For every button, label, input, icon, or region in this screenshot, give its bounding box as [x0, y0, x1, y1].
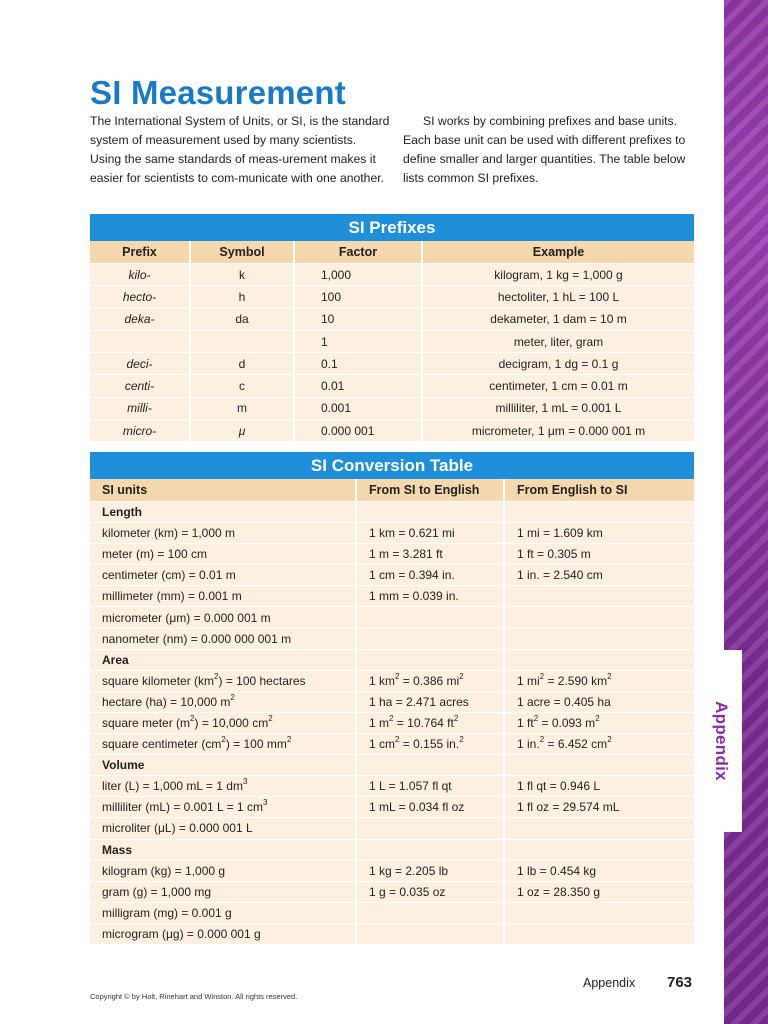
example-cell: dekameter, 1 dam = 10 m	[422, 308, 694, 330]
prefix-cell: hecto-	[90, 286, 190, 308]
english-to-si-cell	[504, 923, 694, 944]
category-row	[90, 649, 694, 670]
factor-cell: 0.1	[294, 353, 422, 375]
appendix-tab-label-wrap	[700, 650, 742, 832]
si-unit-cell: meter (m) = 100 cm	[90, 544, 356, 565]
page-title: SI Measurement	[90, 74, 346, 111]
prefix-row	[90, 353, 694, 375]
si-unit-cell: liter (L) = 1,000 mL = 1 $dm^3$	[90, 776, 356, 797]
conversion-row	[90, 923, 694, 944]
category-label: Area	[90, 649, 356, 670]
factor-cell: 0.01	[294, 375, 422, 397]
page-number: 763	[667, 974, 693, 991]
conversion-row	[90, 818, 694, 839]
si-to-english-cell	[356, 649, 504, 670]
si-to-english-cell: 1 g = 0.035 oz	[356, 881, 504, 902]
english-to-si-cell: 1 $mi^2 = 2.590$ $km^2$	[504, 670, 694, 691]
symbol-cell: μ	[190, 420, 294, 442]
column-header-si-units: SI units	[90, 479, 356, 502]
si-unit-cell: microgram (μg) = 0.000 001 g	[90, 923, 356, 944]
conversion-row	[90, 797, 694, 818]
prefix-cell: milli-	[90, 397, 190, 419]
si-to-english-cell: 1 $cm^2 = 0.155$ in.$^2$	[356, 734, 504, 755]
conversion-row	[90, 523, 694, 544]
category-row	[90, 502, 694, 523]
si-conversion-section	[90, 452, 694, 944]
si-unit-cell: square meter $(m^2) = 10,000$ $cm^2$	[90, 712, 356, 733]
category-row	[90, 839, 694, 860]
si-to-english-cell	[356, 839, 504, 860]
symbol-cell: h	[190, 286, 294, 308]
intro-paragraph-right: SI works by combining prefixes and base units. Each base unit can be used with different prefixes to define smaller and larger quantities. The table below lists common SI prefixes.	[403, 114, 686, 185]
prefix-cell	[90, 330, 190, 352]
si-prefixes-title: SI Prefixes	[90, 214, 694, 241]
si-to-english-cell	[356, 628, 504, 649]
english-to-si-cell	[504, 902, 694, 923]
conversion-row	[90, 881, 694, 902]
conversion-row	[90, 670, 694, 691]
column-header-si-to-english: From SI to English	[356, 479, 504, 502]
prefix-cell: kilo-	[90, 264, 190, 286]
si-conversion-title: SI Conversion Table	[90, 452, 694, 479]
conversion-row	[90, 860, 694, 881]
symbol-cell: k	[190, 264, 294, 286]
example-cell: decigram, 1 dg = 0.1 g	[422, 353, 694, 375]
symbol-cell: d	[190, 353, 294, 375]
english-to-si-cell: 1 $ft^2 = 0.093$ $m^2$	[504, 712, 694, 733]
category-row	[90, 755, 694, 776]
si-to-english-cell: 1 $km^2 = 0.386$ $mi^2$	[356, 670, 504, 691]
si-to-english-cell	[356, 902, 504, 923]
prefix-row	[90, 330, 694, 352]
conversion-row	[90, 628, 694, 649]
si-unit-cell: nanometer (nm) = 0.000 000 001 m	[90, 628, 356, 649]
conversion-row	[90, 902, 694, 923]
category-label: Length	[90, 502, 356, 523]
english-to-si-cell	[504, 755, 694, 776]
prefix-cell: centi-	[90, 375, 190, 397]
conversion-row	[90, 607, 694, 628]
si-to-english-cell: 1 cm = 0.394 in.	[356, 565, 504, 586]
english-to-si-cell	[504, 586, 694, 607]
conversion-header-row	[90, 479, 694, 502]
prefix-row	[90, 420, 694, 442]
si-to-english-cell: 1 $m^2 = 10.764$ $ft^2$	[356, 712, 504, 733]
english-to-si-cell	[504, 818, 694, 839]
example-cell: hectoliter, 1 hL = 100 L	[422, 286, 694, 308]
category-label: Mass	[90, 839, 356, 860]
si-to-english-cell: 1 ha = 2.471 acres	[356, 691, 504, 712]
factor-cell: 100	[294, 286, 422, 308]
english-to-si-cell: 1 lb = 0.454 kg	[504, 860, 694, 881]
example-cell: centimeter, 1 cm = 0.01 m	[422, 375, 694, 397]
column-header-english-to-si: From English to SI	[504, 479, 694, 502]
prefix-cell: micro-	[90, 420, 190, 442]
factor-cell: 0.000 001	[294, 420, 422, 442]
si-prefixes-section	[90, 214, 694, 441]
english-to-si-cell	[504, 502, 694, 523]
column-header-prefix: Prefix	[90, 241, 190, 264]
english-to-si-cell: 1 mi = 1.609 km	[504, 523, 694, 544]
conversion-table-body	[90, 502, 694, 944]
si-to-english-cell: 1 mL = 0.034 fl oz	[356, 797, 504, 818]
si-to-english-cell: 1 kg = 2.205 lb	[356, 860, 504, 881]
appendix-tab-label: Appendix	[712, 701, 732, 781]
factor-cell: 1,000	[294, 264, 422, 286]
english-to-si-cell: 1 in.$^2$ = 6.452 $cm^2$	[504, 734, 694, 755]
column-header-factor: Factor	[294, 241, 422, 264]
english-to-si-cell: 1 oz = 28.350 g	[504, 881, 694, 902]
si-unit-cell: square centimeter $(cm^2) = 100$ $mm^2$	[90, 734, 356, 755]
si-unit-cell: kilometer (km) = 1,000 m	[90, 523, 356, 544]
prefix-table-body	[90, 264, 694, 442]
intro-paragraph-left: The International System of Units, or SI, is the standard system of measurement used by many scientists. Using the same standards of meas-urement makes it easier for scientists to com-municate with one another.	[90, 114, 390, 185]
prefix-row	[90, 264, 694, 286]
prefix-cell: deci-	[90, 353, 190, 375]
conversion-row	[90, 544, 694, 565]
english-to-si-cell	[504, 839, 694, 860]
prefix-row	[90, 375, 694, 397]
si-unit-cell: milliliter (mL) = 0.001 L = 1 $cm^3$	[90, 797, 356, 818]
prefix-header-row	[90, 241, 694, 264]
factor-cell: 1	[294, 330, 422, 352]
prefix-row	[90, 286, 694, 308]
si-unit-cell: gram (g) = 1,000 mg	[90, 881, 356, 902]
english-to-si-cell: 1 in. = 2.540 cm	[504, 565, 694, 586]
si-unit-cell: milligram (mg) = 0.001 g	[90, 902, 356, 923]
symbol-cell: da	[190, 308, 294, 330]
symbol-cell: m	[190, 397, 294, 419]
si-prefixes-table	[90, 241, 694, 441]
conversion-row	[90, 586, 694, 607]
prefix-row	[90, 308, 694, 330]
si-unit-cell: hectare (ha) = 10,000 $m^2$	[90, 691, 356, 712]
si-unit-cell: millimeter (mm) = 0.001 m	[90, 586, 356, 607]
si-unit-cell: kilogram (kg) = 1,000 g	[90, 860, 356, 881]
factor-cell: 0.001	[294, 397, 422, 419]
si-unit-cell: micrometer (μm) = 0.000 001 m	[90, 607, 356, 628]
si-to-english-cell: 1 mm = 0.039 in.	[356, 586, 504, 607]
si-conversion-table	[90, 479, 694, 944]
si-unit-cell: square kilometer $(km^2) = 100$ hectares	[90, 670, 356, 691]
symbol-cell: c	[190, 375, 294, 397]
example-cell: meter, liter, gram	[422, 330, 694, 352]
category-label: Volume	[90, 755, 356, 776]
conversion-row	[90, 712, 694, 733]
conversion-row	[90, 691, 694, 712]
english-to-si-cell	[504, 628, 694, 649]
si-to-english-cell: 1 km = 0.621 mi	[356, 523, 504, 544]
english-to-si-cell	[504, 649, 694, 670]
si-to-english-cell	[356, 923, 504, 944]
si-to-english-cell	[356, 818, 504, 839]
example-cell: milliliter, 1 mL = 0.001 L	[422, 397, 694, 419]
prefix-row	[90, 397, 694, 419]
english-to-si-cell: 1 fl qt = 0.946 L	[504, 776, 694, 797]
english-to-si-cell: 1 acre = 0.405 ha	[504, 691, 694, 712]
si-to-english-cell	[356, 502, 504, 523]
si-unit-cell: microliter (μL) = 0.000 001 L	[90, 818, 356, 839]
symbol-cell	[190, 330, 294, 352]
conversion-row	[90, 734, 694, 755]
si-to-english-cell	[356, 607, 504, 628]
english-to-si-cell	[504, 607, 694, 628]
english-to-si-cell: 1 fl oz = 29.574 mL	[504, 797, 694, 818]
conversion-row	[90, 776, 694, 797]
si-unit-cell: centimeter (cm) = 0.01 m	[90, 565, 356, 586]
prefix-cell: deka-	[90, 308, 190, 330]
english-to-si-cell: 1 ft = 0.305 m	[504, 544, 694, 565]
column-header-example: Example	[422, 241, 694, 264]
si-to-english-cell	[356, 755, 504, 776]
conversion-row	[90, 565, 694, 586]
example-cell: micrometer, 1 μm = 0.000 001 m	[422, 420, 694, 442]
si-to-english-cell: 1 L = 1.057 fl qt	[356, 776, 504, 797]
si-to-english-cell: 1 m = 3.281 ft	[356, 544, 504, 565]
decorative-side-band	[724, 0, 768, 1024]
factor-cell: 10	[294, 308, 422, 330]
column-header-symbol: Symbol	[190, 241, 294, 264]
footer-section-label: Appendix	[583, 976, 636, 990]
copyright-notice: Copyright © by Holt, Rinehart and Winston. All rights reserved.	[90, 992, 298, 1001]
example-cell: kilogram, 1 kg = 1,000 g	[422, 264, 694, 286]
